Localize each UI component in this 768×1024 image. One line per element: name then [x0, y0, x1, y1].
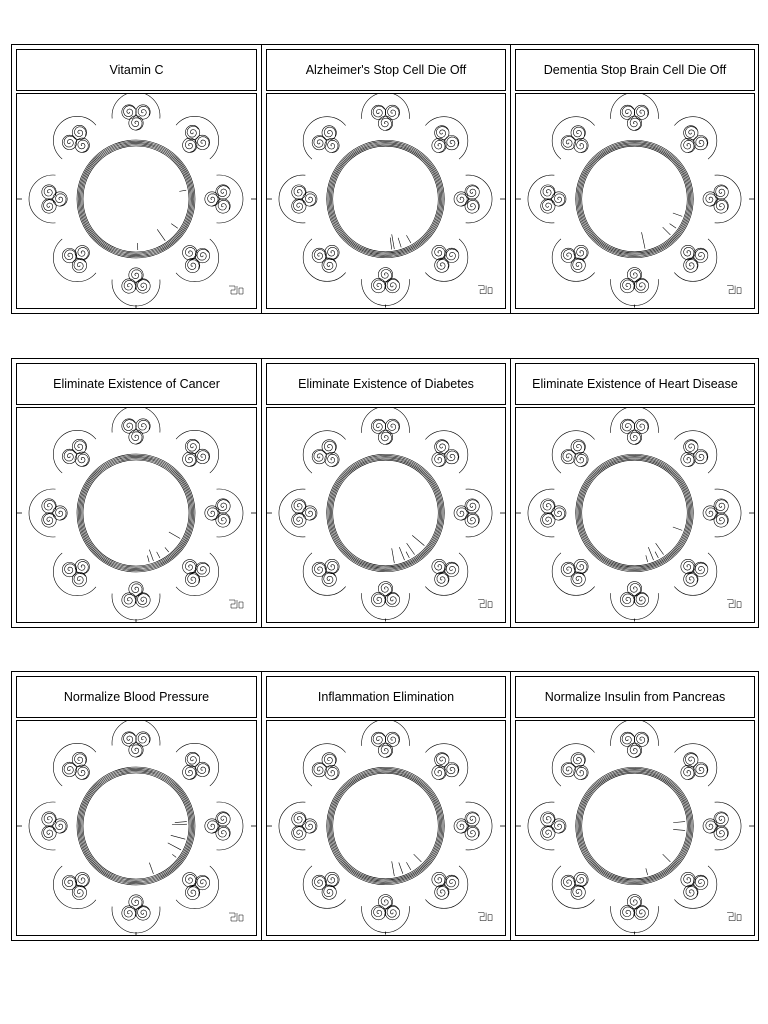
mandala-group — [516, 408, 754, 622]
mandala-group — [516, 721, 754, 935]
card-4 — [12, 359, 261, 627]
maker-mark — [478, 286, 492, 294]
diagram-box — [16, 407, 257, 623]
maker-glyph — [478, 286, 492, 294]
card-8 — [261, 672, 510, 940]
mandala-diagram — [267, 94, 505, 308]
maker-glyph — [229, 286, 243, 294]
diagram-box — [16, 720, 257, 936]
mandala-diagram — [17, 408, 256, 622]
card-2 — [261, 45, 510, 313]
maker-mark — [727, 286, 741, 294]
maker-glyph — [478, 600, 492, 608]
maker-glyph — [229, 600, 243, 608]
card-title: Inflammation Elimination — [317, 690, 455, 704]
lobe-fill — [612, 408, 658, 453]
maker-glyph — [727, 913, 741, 921]
card-title-box — [515, 49, 755, 91]
maker-mark — [478, 600, 492, 608]
card-title-box — [266, 363, 506, 405]
mandala-group — [516, 94, 754, 308]
card-title: Eliminate Existence of Cancer — [53, 377, 220, 391]
mandala-diagram — [516, 408, 754, 622]
maker-glyph — [478, 913, 492, 921]
card-title: Eliminate Existence of Diabetes — [298, 377, 474, 391]
card-row-1 — [11, 44, 759, 314]
maker-mark — [727, 913, 741, 921]
card-5 — [261, 359, 510, 627]
maker-glyph — [727, 286, 741, 294]
lobe-fill — [113, 721, 159, 766]
mandala-group — [267, 408, 505, 622]
maker-mark — [229, 913, 243, 921]
mandala-group — [17, 94, 256, 308]
maker-mark — [478, 913, 492, 921]
maker-glyph — [727, 600, 741, 608]
mandala-group — [267, 721, 505, 935]
mandala-diagram — [516, 721, 754, 935]
mandala-group — [267, 94, 505, 308]
lobe-fill — [363, 94, 409, 139]
card-title: Alzheimer's Stop Cell Die Off — [305, 63, 467, 77]
maker-mark — [229, 286, 243, 294]
card-title-box — [266, 49, 506, 91]
lobe-fill — [113, 94, 159, 139]
diagram-box — [515, 407, 755, 623]
card-row-3 — [11, 671, 759, 941]
diagram-box — [266, 93, 506, 309]
mandala-diagram — [267, 408, 505, 622]
card-9 — [510, 672, 759, 940]
diagram-box — [515, 93, 755, 309]
diagram-box — [16, 93, 257, 309]
lobe-fill — [113, 408, 159, 453]
card-title-box — [16, 49, 257, 91]
card-1 — [12, 45, 261, 313]
maker-mark — [229, 600, 243, 608]
card-3 — [510, 45, 759, 313]
maker-glyph — [229, 913, 243, 921]
card-title: Eliminate Existence of Heart Disease — [532, 377, 738, 391]
diagram-box — [266, 407, 506, 623]
card-title-box — [515, 676, 755, 718]
mandala-diagram — [516, 94, 754, 308]
maker-mark — [727, 600, 741, 608]
card-title: Normalize Blood Pressure — [63, 690, 210, 704]
card-title: Vitamin C — [109, 63, 164, 77]
lobe-fill — [612, 94, 658, 139]
mandala-diagram — [267, 721, 505, 935]
card-row-2 — [11, 358, 759, 628]
lobe-fill — [363, 408, 409, 453]
card-6 — [510, 359, 759, 627]
mandala-group — [17, 721, 256, 935]
mandala-diagram — [17, 94, 256, 308]
card-title-box — [16, 676, 257, 718]
lobe-fill — [363, 721, 409, 766]
mandala-diagram — [17, 721, 256, 935]
card-title-box — [266, 676, 506, 718]
card-title-box — [16, 363, 257, 405]
lobe-fill — [612, 721, 658, 766]
diagram-box — [515, 720, 755, 936]
card-title: Normalize Insulin from Pancreas — [544, 690, 726, 704]
diagram-box — [266, 720, 506, 936]
card-title: Dementia Stop Brain Cell Die Off — [543, 63, 727, 77]
card-title-box — [515, 363, 755, 405]
mandala-group — [17, 408, 256, 622]
card-7 — [12, 672, 261, 940]
